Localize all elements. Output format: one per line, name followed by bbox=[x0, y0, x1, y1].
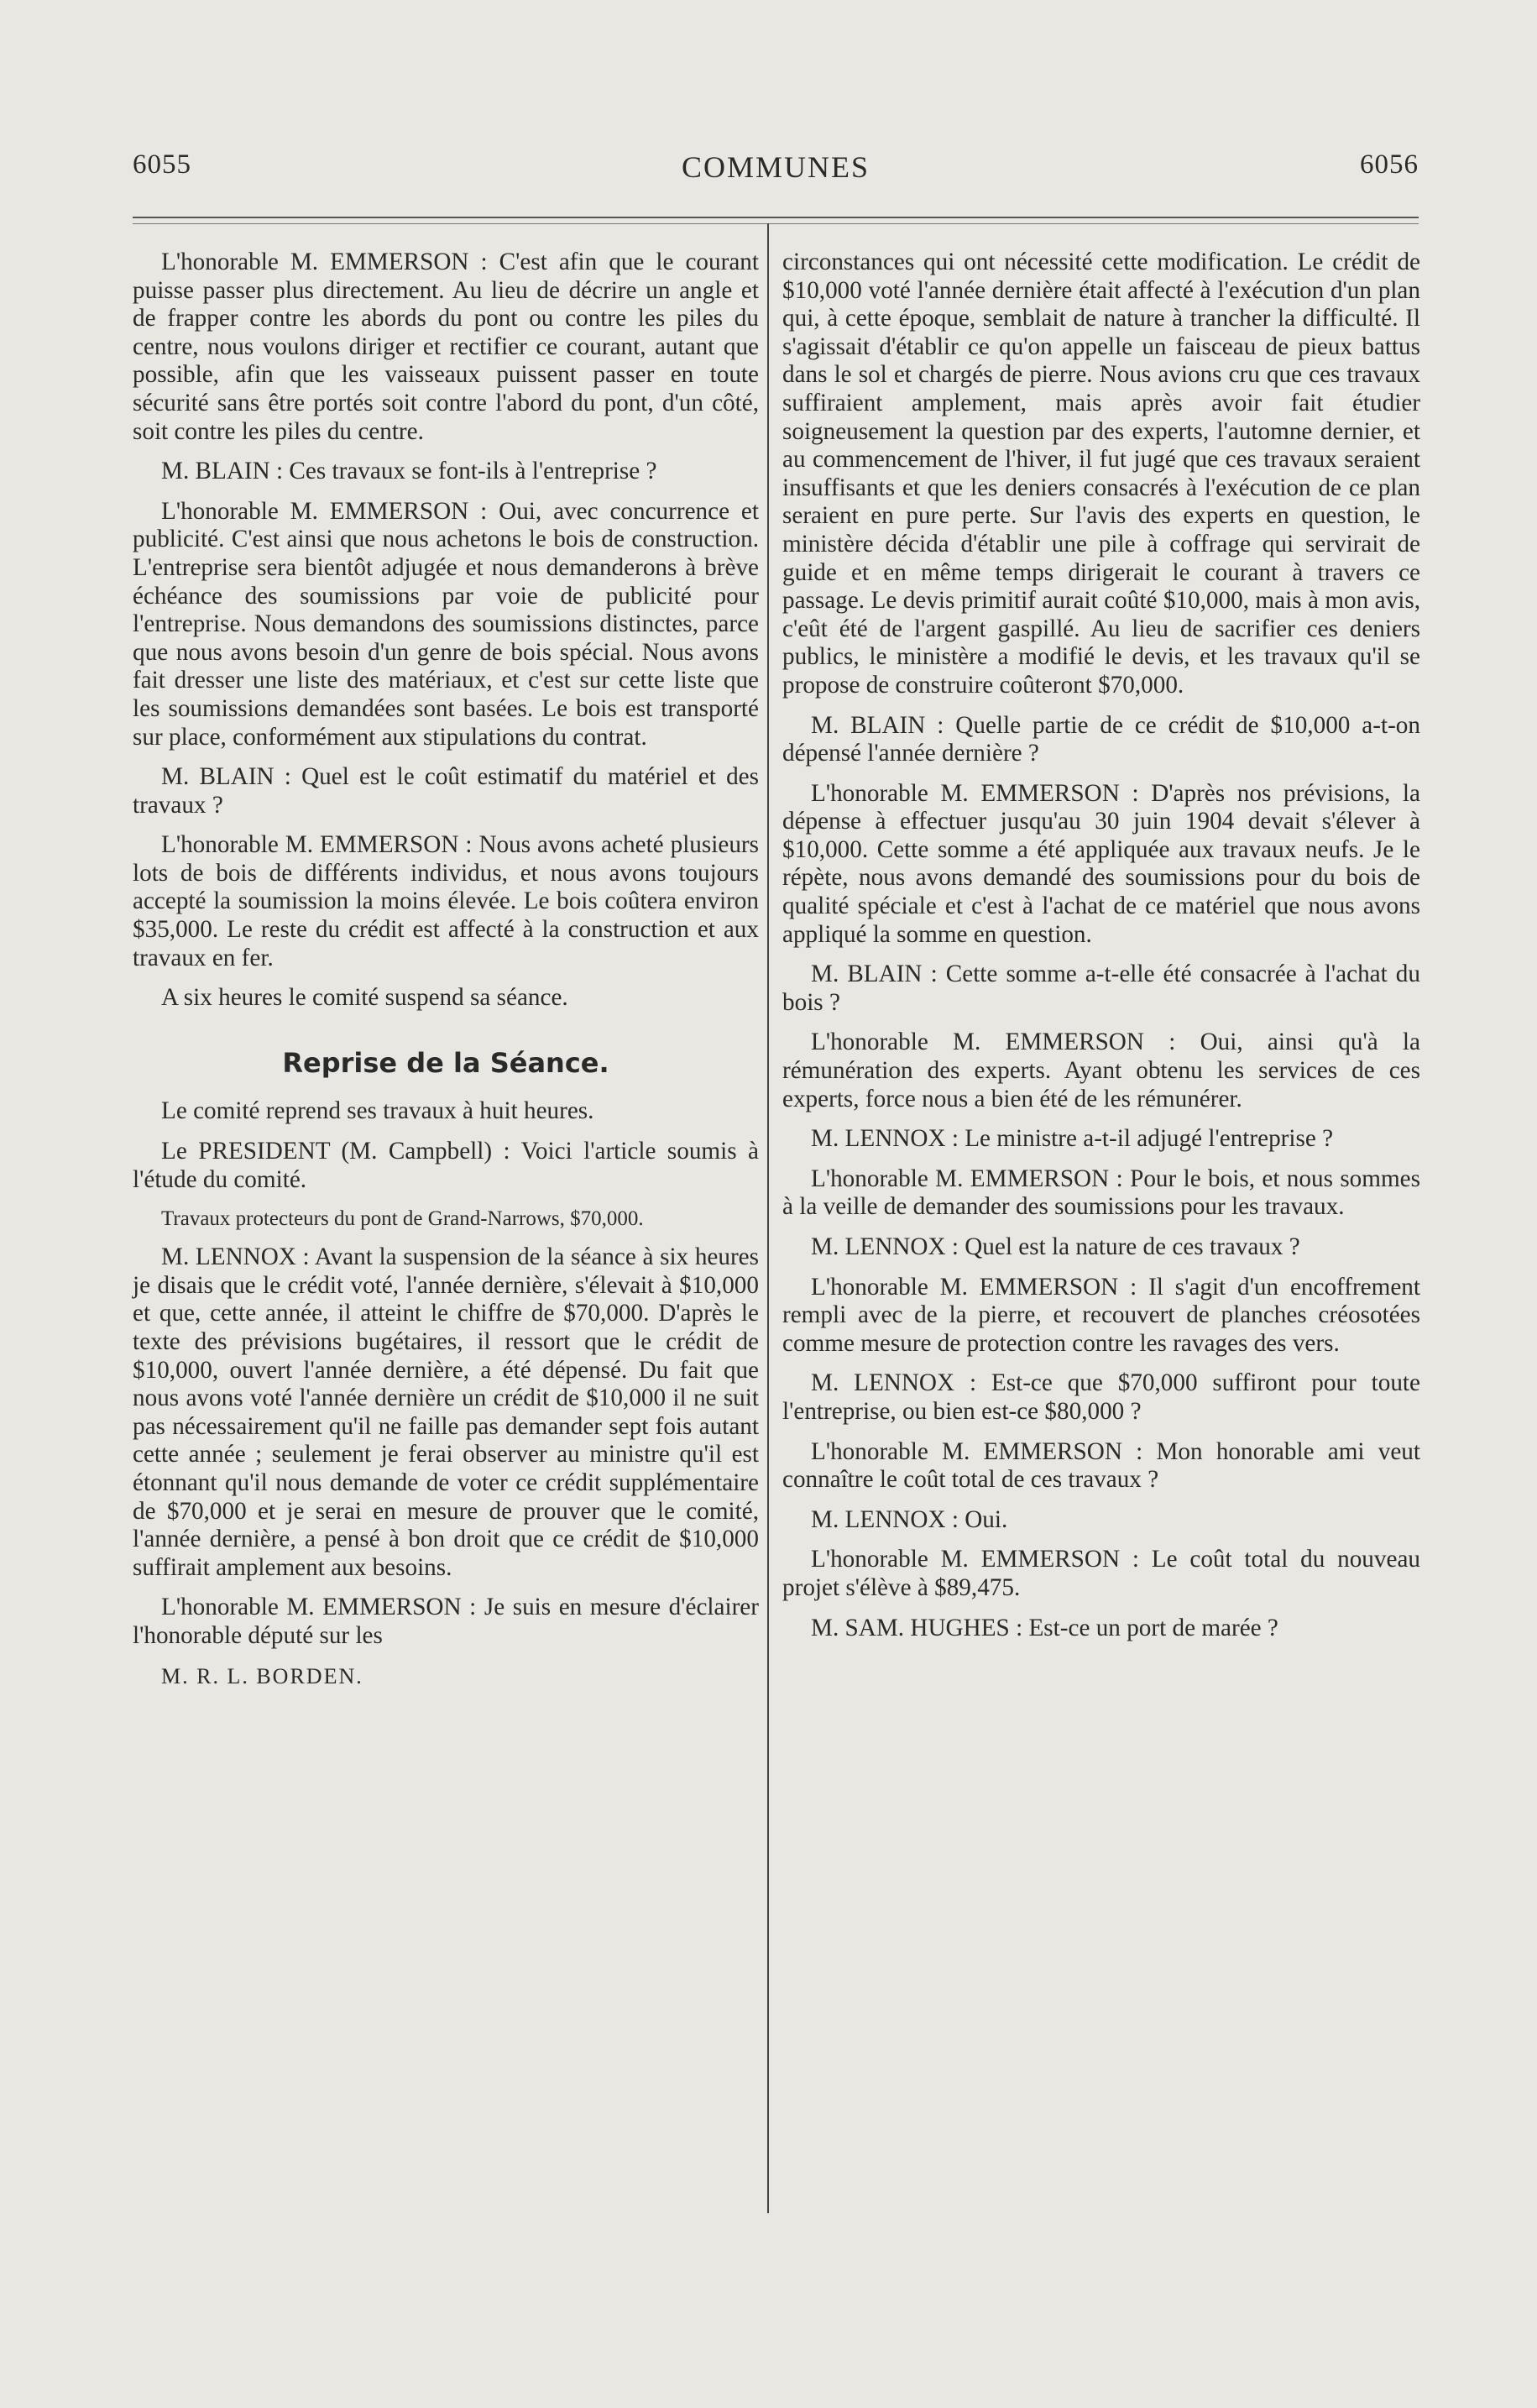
paragraph: M. LENNOX : Quel est la nature de ces travaux ? bbox=[811, 1233, 1300, 1260]
header-rule-thin bbox=[133, 223, 1419, 224]
column-divider bbox=[767, 223, 769, 2213]
paragraph: A six heures le comité suspend sa séance. bbox=[161, 984, 568, 1012]
paragraph: L'honorable M. EMMERSON : Il s'agit d'un encoffrement rempli avec de la pierre, et recouvert de planches créosotées comme mesure de protection contre les ravages des vers. bbox=[782, 1273, 1420, 1357]
paragraph: circonstances qui ont nécessité cette modification. Le crédit de $10,000 voté l'année dernière était affecté à l'exécution d'un plan qui, à cette époque, semblait de nature à trancher la difficulté. Il s'agissait d'établir ce qu'on appelle un faisceau de pieux battus dans le sol et chargés de pierre. Nous avions cru que ces travaux suffiraient amplement, mais après avoir fait étudier soigneusement la question par des experts, l'automne dernier, et au commencement de l'hiver, il fut jugé que ces travaux seraient insuffisants et que les deniers consacrés à l'exécution de ce plan seraient en pure perte. Sur l'avis des experts en question, le ministère décida d'établir une pile à coffrage qui servirait de guide et en même temps dirigerait le courant à travers ce passage. Le devis primitif aurait coûté $10,000, mais à mon avis, c'eût été de l'argent gaspillé. Au lieu de sacrifier ces deniers publics, le ministère a modifié le devis, et les travaux qu'il se propose de construire coûteront $70,000. bbox=[782, 249, 1420, 699]
paragraph: M. BLAIN : Ces travaux se font-ils à l'entreprise ? bbox=[161, 458, 657, 485]
paragraph: L'honorable M. EMMERSON : Le coût total du nouveau projet s'élève à $89,475. bbox=[782, 1546, 1420, 1601]
paragraph: L'honorable M. EMMERSON : Oui, avec concurrence et publicité. C'est ainsi que nous achetons le bois de construction. L'entreprise sera bientôt adjugée et nous demanderons à brève échéance des soumissions par voie de publicité pour l'entreprise. Nous demandons des soumissions distinctes, parce que nous avons besoin d'un genre de bois spécial. Nous avons fait dresser une liste des matériaux, et c'est sur cette liste que les soumissions demandées sont basées. Le bois est transporté sur place, conformément aux stipulations du contrat. bbox=[133, 497, 759, 751]
left-column bbox=[133, 249, 759, 1702]
paragraph: M. LENNOX : Le ministre a-t-il adjugé l'entreprise ? bbox=[811, 1125, 1334, 1153]
page-number-left: 6055 bbox=[133, 149, 191, 180]
paragraph: L'honorable M. EMMERSON : Mon honorable ami veut connaître le coût total de ces travaux ? bbox=[782, 1437, 1420, 1494]
paragraph: L'honorable M. EMMERSON : Je suis en mesure d'éclairer l'honorable député sur les bbox=[133, 1594, 759, 1649]
paragraph: M. BLAIN : Quelle partie de ce crédit de $10,000 a-t-on dépensé l'année dernière ? bbox=[782, 711, 1420, 767]
header-rule bbox=[133, 217, 1419, 218]
paragraph: L'honorable M. EMMERSON : Nous avons acheté plusieurs lots de bois de différents individus, et nous avons toujours accepté la soumission la moins élevée. Le bois coûtera environ $35,000. Le reste du crédit est affecté à la construction et aux travaux en fer. bbox=[133, 831, 759, 971]
paragraph: M. LENNOX : Est-ce que $70,000 suffiront pour toute l'entreprise, ou bien est-ce $80,000 ? bbox=[782, 1369, 1420, 1425]
running-title: COMMUNES bbox=[681, 150, 870, 184]
estimate-item-title: Travaux protecteurs du pont de Grand-Narrows, $70,000. bbox=[161, 1207, 644, 1231]
paragraph: Le comité reprend ses travaux à huit heures. bbox=[161, 1097, 594, 1125]
paragraph: Le PRESIDENT (M. Campbell) : Voici l'article soumis à l'étude du comité. bbox=[133, 1138, 759, 1193]
paragraph: M. SAM. HUGHES : Est-ce un port de marée ? bbox=[811, 1614, 1278, 1641]
right-column bbox=[782, 249, 1420, 1654]
paragraph: L'honorable M. EMMERSON : D'après nos prévisions, la dépense à effectuer jusqu'au 30 juin 1904 devait s'élever à $10,000. Cette somme a été appliquée aux travaux neufs. Je le répète, nous avons demandé des soumissions pour du bois de qualité spéciale et c'est à l'achat de ce matériel que nous avons appliqué la somme en question. bbox=[782, 779, 1420, 948]
paragraph: L'honorable M. EMMERSON : C'est afin que le courant puisse passer plus directement. Au lieu de décrire un angle et de frapper contre les abords du pont ou contre les piles du centre, nous voulons diriger et rectifier ce courant, autant que possible, afin que les vaisseaux puissent passer en toute sécurité sans être portés soit contre l'abord du pont, d'un côté, soit contre les piles du centre. bbox=[133, 249, 759, 445]
paragraph: M. LENNOX : Oui. bbox=[811, 1505, 1008, 1533]
page-header bbox=[133, 149, 1419, 200]
paragraph: M. BLAIN : Cette somme a-t-elle été consacrée à l'achat du bois ? bbox=[782, 961, 1420, 1016]
section-heading: Reprise de la Séance. bbox=[282, 1046, 609, 1079]
paragraph: M. LENNOX : Avant la suspension de la séance à six heures je disais que le crédit voté, l'année dernière, s'élevait à $10,000 et que, cette année, il atteint le chiffre de $70,000. D'après le texte des prévisions bugétaires, il ressort que le crédit de $10,000, ouvert l'année dernière, a été dépensé. Du fait que nous avons voté l'année dernière un crédit de $10,000 il ne suit pas nécessairement qu'il ne faille pas demander sept fois autant cette année ; seulement je ferai observer au ministre qu'il est étonnant qu'il nous demande de voter ce crédit supplémentaire de $70,000 et je serai en mesure de prouver que le comité, l'année dernière, a pensé à bon droit que ce crédit de $10,000 suffirait amplement aux besoins. bbox=[133, 1243, 759, 1581]
page-number-right: 6056 bbox=[1360, 149, 1419, 180]
paragraph: L'honorable M. EMMERSON : Pour le bois, et nous sommes à la veille de demander des soumissions pour les travaux. bbox=[782, 1165, 1420, 1221]
signature: M. R. L. BORDEN. bbox=[161, 1663, 363, 1688]
paragraph: M. BLAIN : Quel est le coût estimatif du matériel et des travaux ? bbox=[133, 763, 759, 819]
paragraph: L'honorable M. EMMERSON : Oui, ainsi qu'à la rémunération des experts. Ayant obtenu les services de ces experts, force nous a bien été de les rémunérer. bbox=[782, 1029, 1420, 1112]
